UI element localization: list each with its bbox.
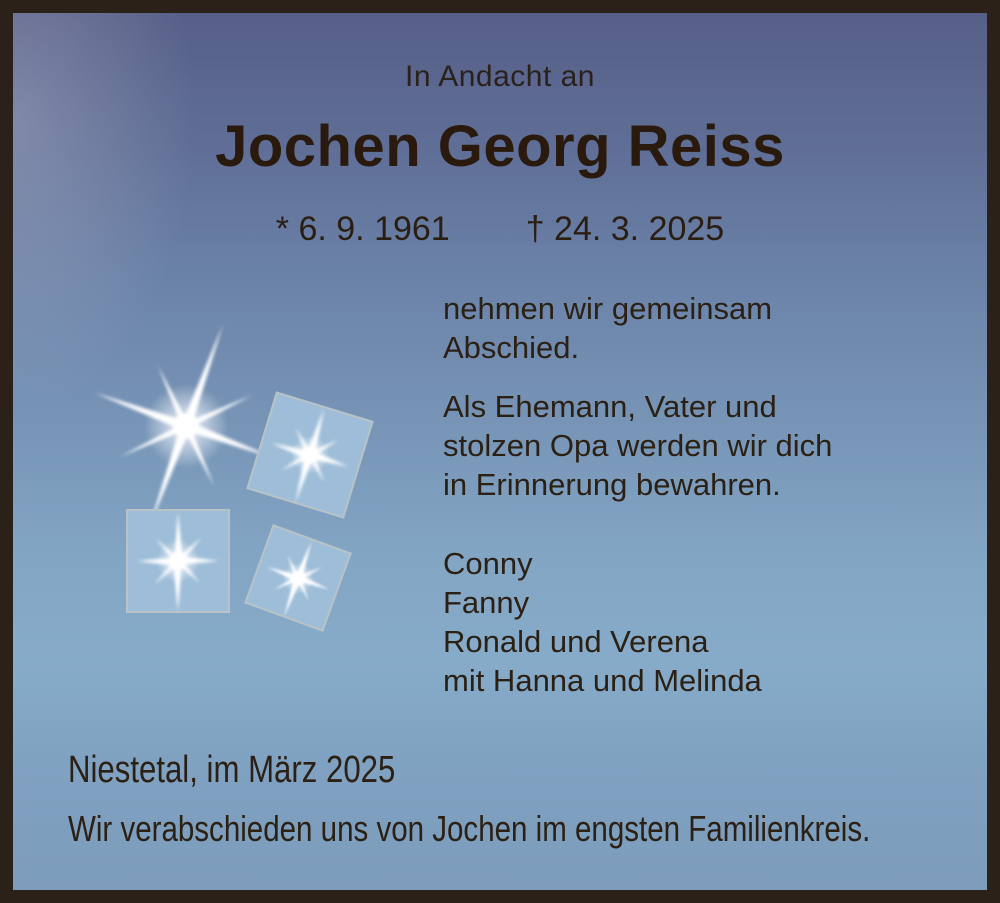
- birth-date: * 6. 9. 1961: [275, 210, 450, 248]
- farewell-text: Wir verabschieden uns von Jochen im engsten Familienkreis.: [68, 808, 871, 849]
- deceased-name: Jochen Georg Reiss: [215, 114, 785, 179]
- paragraph-abschied: [443, 289, 772, 367]
- body-line: in Erinnerung bewahren.: [443, 467, 781, 502]
- mourner-name: mit Hanna und Melinda: [443, 663, 762, 698]
- life-dates: [13, 210, 987, 249]
- farewell-line: [68, 808, 1000, 850]
- body-line: Als Ehemann, Vater und: [443, 389, 777, 424]
- sparkle-star-icon: [124, 507, 232, 615]
- place-date-line: [68, 749, 467, 792]
- mourners-list: [443, 544, 762, 700]
- mourner-name: Fanny: [443, 585, 530, 620]
- death-date: † 24. 3. 2025: [525, 210, 725, 248]
- body-line: nehmen wir gemeinsam: [443, 291, 773, 326]
- mourner-name: Conny: [443, 546, 533, 581]
- sparkle-tile-icon: [126, 509, 230, 613]
- body-line: Abschied.: [443, 330, 580, 365]
- intro-line: In Andacht an: [405, 60, 595, 93]
- body-line: stolzen Opa werden wir dich: [443, 428, 833, 463]
- mourner-name: Ronald und Verena: [443, 624, 709, 659]
- paragraph-erinnerung: [443, 387, 832, 504]
- place-date-text: Niestetal, im März 2025: [68, 749, 396, 791]
